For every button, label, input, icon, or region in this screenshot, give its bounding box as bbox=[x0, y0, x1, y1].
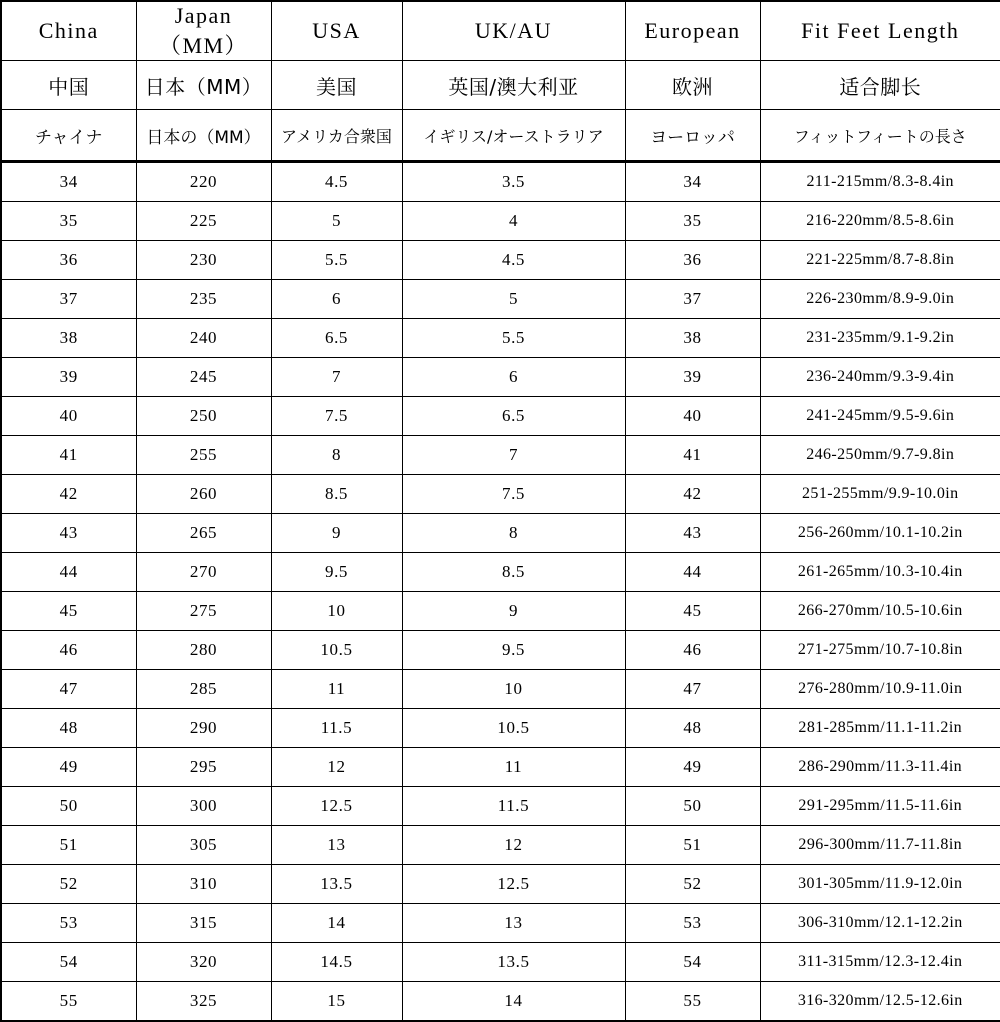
cell-fit-feet-length: 311-315mm/12.3-12.4in bbox=[760, 943, 1000, 982]
cell-japan: 305 bbox=[136, 826, 271, 865]
cell-china: 52 bbox=[1, 865, 136, 904]
table-row bbox=[1, 436, 1000, 475]
cell-ukau: 11 bbox=[402, 748, 625, 787]
cell-usa: 13.5 bbox=[271, 865, 402, 904]
cell-fit-feet-length: 266-270mm/10.5-10.6in bbox=[760, 592, 1000, 631]
header-cell-usa-cn: 美国 bbox=[271, 61, 402, 110]
cell-european: 49 bbox=[625, 748, 760, 787]
cell-china: 41 bbox=[1, 436, 136, 475]
cell-usa: 14 bbox=[271, 904, 402, 943]
cell-fit-feet-length: 306-310mm/12.1-12.2in bbox=[760, 904, 1000, 943]
cell-european: 54 bbox=[625, 943, 760, 982]
cell-china: 53 bbox=[1, 904, 136, 943]
cell-ukau: 5.5 bbox=[402, 319, 625, 358]
cell-china: 54 bbox=[1, 943, 136, 982]
cell-usa: 7.5 bbox=[271, 397, 402, 436]
cell-japan: 230 bbox=[136, 241, 271, 280]
cell-china: 46 bbox=[1, 631, 136, 670]
cell-european: 53 bbox=[625, 904, 760, 943]
cell-fit-feet-length: 276-280mm/10.9-11.0in bbox=[760, 670, 1000, 709]
header-cell-ukau-cn: 英国/澳大利亚 bbox=[402, 61, 625, 110]
cell-fit-feet-length: 231-235mm/9.1-9.2in bbox=[760, 319, 1000, 358]
table-row bbox=[1, 319, 1000, 358]
cell-ukau: 10 bbox=[402, 670, 625, 709]
table-row bbox=[1, 202, 1000, 241]
cell-european: 36 bbox=[625, 241, 760, 280]
cell-european: 46 bbox=[625, 631, 760, 670]
cell-usa: 6 bbox=[271, 280, 402, 319]
header-cell-european-cn: 欧洲 bbox=[625, 61, 760, 110]
cell-china: 47 bbox=[1, 670, 136, 709]
cell-european: 43 bbox=[625, 514, 760, 553]
cell-european: 52 bbox=[625, 865, 760, 904]
cell-fit-feet-length: 246-250mm/9.7-9.8in bbox=[760, 436, 1000, 475]
header-cell-ukau-jp: イギリス/オーストラリア bbox=[402, 110, 625, 162]
header-cell-fit-feet-length-jp: フィットフィートの長さ bbox=[760, 110, 1000, 162]
cell-japan: 325 bbox=[136, 982, 271, 1022]
cell-fit-feet-length: 221-225mm/8.7-8.8in bbox=[760, 241, 1000, 280]
cell-china: 38 bbox=[1, 319, 136, 358]
cell-japan: 225 bbox=[136, 202, 271, 241]
cell-fit-feet-length: 291-295mm/11.5-11.6in bbox=[760, 787, 1000, 826]
cell-fit-feet-length: 316-320mm/12.5-12.6in bbox=[760, 982, 1000, 1022]
cell-china: 36 bbox=[1, 241, 136, 280]
cell-usa: 8 bbox=[271, 436, 402, 475]
cell-ukau: 12.5 bbox=[402, 865, 625, 904]
cell-usa: 11 bbox=[271, 670, 402, 709]
cell-european: 37 bbox=[625, 280, 760, 319]
cell-fit-feet-length: 296-300mm/11.7-11.8in bbox=[760, 826, 1000, 865]
cell-fit-feet-length: 241-245mm/9.5-9.6in bbox=[760, 397, 1000, 436]
header-cell-japan-jp: 日本の（MM） bbox=[136, 110, 271, 162]
cell-china: 55 bbox=[1, 982, 136, 1022]
cell-japan: 290 bbox=[136, 709, 271, 748]
cell-china: 34 bbox=[1, 162, 136, 202]
table-row bbox=[1, 358, 1000, 397]
cell-japan: 315 bbox=[136, 904, 271, 943]
cell-japan: 260 bbox=[136, 475, 271, 514]
cell-japan: 270 bbox=[136, 553, 271, 592]
cell-fit-feet-length: 226-230mm/8.9-9.0in bbox=[760, 280, 1000, 319]
cell-european: 55 bbox=[625, 982, 760, 1022]
cell-ukau: 10.5 bbox=[402, 709, 625, 748]
table-row bbox=[1, 748, 1000, 787]
table-row bbox=[1, 475, 1000, 514]
table-row bbox=[1, 826, 1000, 865]
cell-ukau: 5 bbox=[402, 280, 625, 319]
cell-ukau: 7.5 bbox=[402, 475, 625, 514]
cell-european: 39 bbox=[625, 358, 760, 397]
cell-japan: 310 bbox=[136, 865, 271, 904]
cell-usa: 11.5 bbox=[271, 709, 402, 748]
cell-china: 44 bbox=[1, 553, 136, 592]
header-row-chinese bbox=[1, 61, 1000, 110]
table-row bbox=[1, 904, 1000, 943]
cell-japan: 295 bbox=[136, 748, 271, 787]
cell-china: 43 bbox=[1, 514, 136, 553]
cell-ukau: 11.5 bbox=[402, 787, 625, 826]
table-row bbox=[1, 280, 1000, 319]
header-cell-japan-en: Japan（MM） bbox=[136, 1, 271, 61]
cell-usa: 12 bbox=[271, 748, 402, 787]
table-row bbox=[1, 592, 1000, 631]
cell-ukau: 4 bbox=[402, 202, 625, 241]
cell-european: 47 bbox=[625, 670, 760, 709]
cell-european: 44 bbox=[625, 553, 760, 592]
cell-usa: 10.5 bbox=[271, 631, 402, 670]
cell-ukau: 6.5 bbox=[402, 397, 625, 436]
table-row bbox=[1, 787, 1000, 826]
header-cell-usa-jp: アメリカ合衆国 bbox=[271, 110, 402, 162]
cell-usa: 9 bbox=[271, 514, 402, 553]
cell-ukau: 12 bbox=[402, 826, 625, 865]
cell-japan: 285 bbox=[136, 670, 271, 709]
cell-usa: 8.5 bbox=[271, 475, 402, 514]
header-cell-fit-feet-length-cn: 适合脚长 bbox=[760, 61, 1000, 110]
cell-china: 40 bbox=[1, 397, 136, 436]
cell-japan: 275 bbox=[136, 592, 271, 631]
cell-china: 37 bbox=[1, 280, 136, 319]
table-row bbox=[1, 670, 1000, 709]
cell-japan: 280 bbox=[136, 631, 271, 670]
cell-ukau: 7 bbox=[402, 436, 625, 475]
cell-japan: 265 bbox=[136, 514, 271, 553]
cell-usa: 14.5 bbox=[271, 943, 402, 982]
cell-china: 50 bbox=[1, 787, 136, 826]
cell-european: 40 bbox=[625, 397, 760, 436]
cell-japan: 220 bbox=[136, 162, 271, 202]
cell-ukau: 3.5 bbox=[402, 162, 625, 202]
header-cell-fit-feet-length-en: Fit Feet Length bbox=[760, 1, 1000, 61]
cell-fit-feet-length: 301-305mm/11.9-12.0in bbox=[760, 865, 1000, 904]
cell-fit-feet-length: 216-220mm/8.5-8.6in bbox=[760, 202, 1000, 241]
cell-ukau: 13.5 bbox=[402, 943, 625, 982]
cell-european: 48 bbox=[625, 709, 760, 748]
cell-european: 38 bbox=[625, 319, 760, 358]
header-cell-china-jp: チャイナ bbox=[1, 110, 136, 162]
table-row bbox=[1, 943, 1000, 982]
cell-ukau: 14 bbox=[402, 982, 625, 1022]
header-cell-china-en: China bbox=[1, 1, 136, 61]
table-row bbox=[1, 553, 1000, 592]
cell-japan: 245 bbox=[136, 358, 271, 397]
cell-ukau: 9 bbox=[402, 592, 625, 631]
cell-china: 51 bbox=[1, 826, 136, 865]
cell-ukau: 8.5 bbox=[402, 553, 625, 592]
cell-european: 42 bbox=[625, 475, 760, 514]
table-body bbox=[1, 1, 1000, 1021]
cell-usa: 6.5 bbox=[271, 319, 402, 358]
cell-fit-feet-length: 281-285mm/11.1-11.2in bbox=[760, 709, 1000, 748]
cell-ukau: 6 bbox=[402, 358, 625, 397]
cell-usa: 7 bbox=[271, 358, 402, 397]
cell-china: 39 bbox=[1, 358, 136, 397]
cell-european: 41 bbox=[625, 436, 760, 475]
cell-ukau: 13 bbox=[402, 904, 625, 943]
cell-usa: 9.5 bbox=[271, 553, 402, 592]
cell-usa: 12.5 bbox=[271, 787, 402, 826]
table-row bbox=[1, 397, 1000, 436]
cell-japan: 255 bbox=[136, 436, 271, 475]
cell-ukau: 4.5 bbox=[402, 241, 625, 280]
cell-japan: 240 bbox=[136, 319, 271, 358]
header-cell-european-jp: ヨーロッパ bbox=[625, 110, 760, 162]
table-row bbox=[1, 709, 1000, 748]
cell-china: 35 bbox=[1, 202, 136, 241]
cell-ukau: 8 bbox=[402, 514, 625, 553]
cell-european: 34 bbox=[625, 162, 760, 202]
table-row bbox=[1, 241, 1000, 280]
cell-fit-feet-length: 211-215mm/8.3-8.4in bbox=[760, 162, 1000, 202]
cell-european: 35 bbox=[625, 202, 760, 241]
table-row bbox=[1, 982, 1000, 1022]
cell-fit-feet-length: 256-260mm/10.1-10.2in bbox=[760, 514, 1000, 553]
cell-european: 51 bbox=[625, 826, 760, 865]
cell-usa: 10 bbox=[271, 592, 402, 631]
header-cell-japan-cn: 日本（MM） bbox=[136, 61, 271, 110]
cell-fit-feet-length: 261-265mm/10.3-10.4in bbox=[760, 553, 1000, 592]
cell-usa: 5.5 bbox=[271, 241, 402, 280]
cell-usa: 5 bbox=[271, 202, 402, 241]
cell-china: 45 bbox=[1, 592, 136, 631]
header-cell-usa-en: USA bbox=[271, 1, 402, 61]
table-row bbox=[1, 162, 1000, 202]
cell-ukau: 9.5 bbox=[402, 631, 625, 670]
cell-usa: 13 bbox=[271, 826, 402, 865]
cell-fit-feet-length: 236-240mm/9.3-9.4in bbox=[760, 358, 1000, 397]
header-row-english bbox=[1, 1, 1000, 61]
cell-fit-feet-length: 286-290mm/11.3-11.4in bbox=[760, 748, 1000, 787]
cell-usa: 15 bbox=[271, 982, 402, 1022]
cell-china: 48 bbox=[1, 709, 136, 748]
cell-japan: 320 bbox=[136, 943, 271, 982]
header-cell-european-en: European bbox=[625, 1, 760, 61]
header-row-japanese bbox=[1, 110, 1000, 162]
cell-japan: 300 bbox=[136, 787, 271, 826]
cell-european: 45 bbox=[625, 592, 760, 631]
header-cell-ukau-en: UK/AU bbox=[402, 1, 625, 61]
cell-european: 50 bbox=[625, 787, 760, 826]
cell-china: 49 bbox=[1, 748, 136, 787]
cell-usa: 4.5 bbox=[271, 162, 402, 202]
header-cell-china-cn: 中国 bbox=[1, 61, 136, 110]
cell-japan: 235 bbox=[136, 280, 271, 319]
cell-fit-feet-length: 271-275mm/10.7-10.8in bbox=[760, 631, 1000, 670]
table-row bbox=[1, 631, 1000, 670]
cell-japan: 250 bbox=[136, 397, 271, 436]
table-row bbox=[1, 865, 1000, 904]
cell-fit-feet-length: 251-255mm/9.9-10.0in bbox=[760, 475, 1000, 514]
cell-china: 42 bbox=[1, 475, 136, 514]
table-row bbox=[1, 514, 1000, 553]
